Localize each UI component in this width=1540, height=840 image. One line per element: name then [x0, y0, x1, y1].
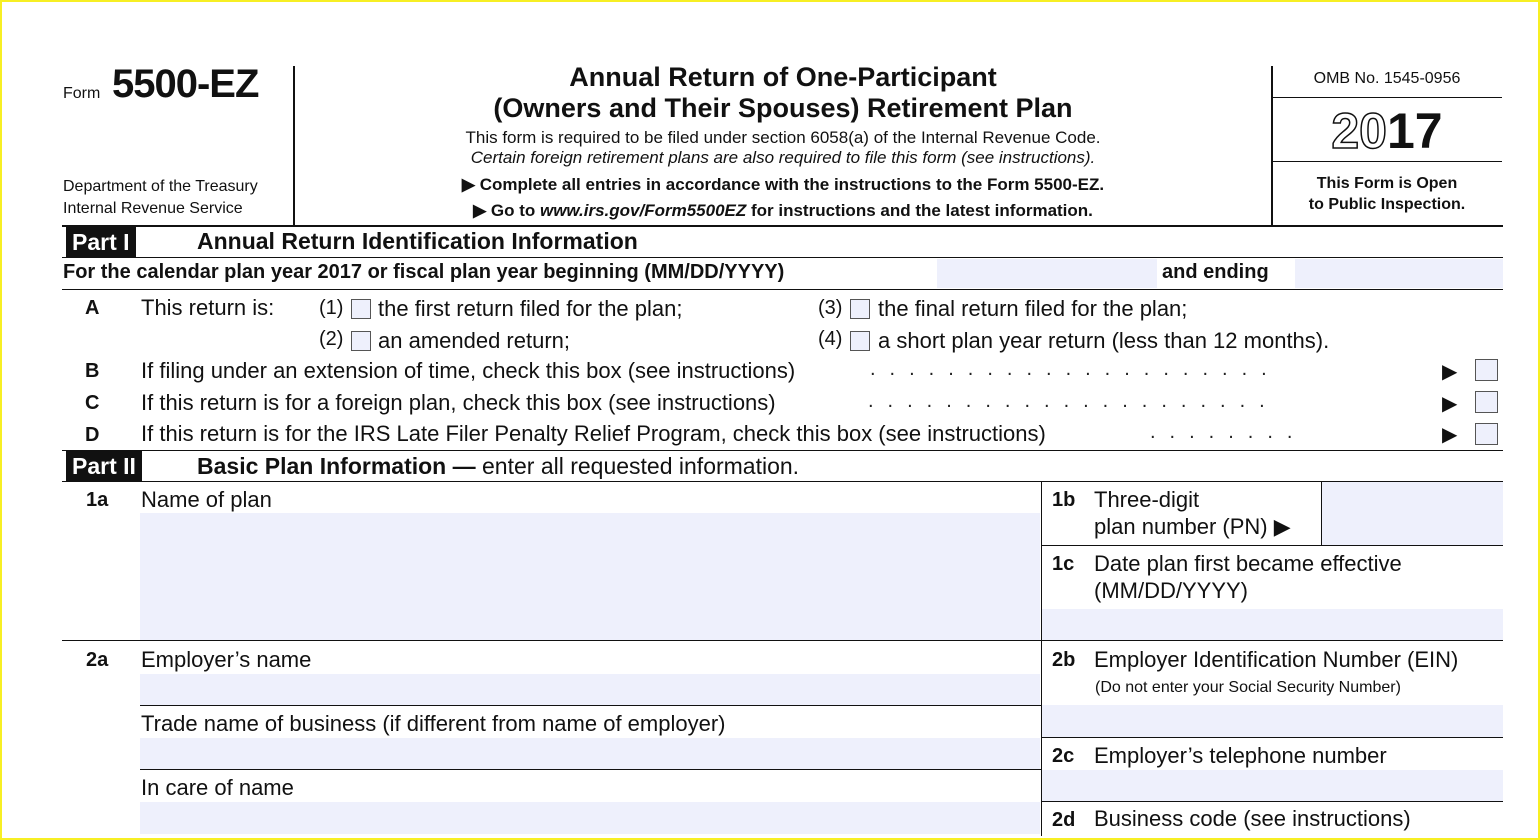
line-1c-number: 1c — [1052, 553, 1075, 575]
final-return-checkbox[interactable] — [850, 299, 870, 319]
form-subtitle-1: This form is required to be filed under section 6058(a) of the Internal Revenue Code. — [465, 128, 1101, 147]
late-filer-checkbox[interactable] — [1475, 423, 1498, 445]
option-2-number: (2) — [319, 328, 344, 350]
line-2c-rule — [1042, 801, 1503, 802]
employer-name-input[interactable] — [140, 674, 1040, 705]
amended-return-checkbox[interactable] — [351, 331, 371, 351]
extension-checkbox[interactable] — [1475, 359, 1498, 381]
line-2d-number: 2d — [1052, 809, 1076, 831]
plan-year-begin-input[interactable] — [937, 259, 1157, 288]
form-title-line1: Annual Return of One-Participant — [569, 62, 997, 92]
line-2b-note: (Do not enter your Social Security Number) — [1095, 679, 1401, 696]
line-2c-number: 2c — [1052, 745, 1075, 767]
telephone-input[interactable] — [1042, 770, 1503, 801]
line-b-text: If filing under an extension of time, check this box (see instructions) — [141, 358, 796, 383]
instruction-line-2: ▶ Go to www.irs.gov/Form5500EZ for instructions and the latest information. — [473, 201, 1093, 220]
line-c-leader: ..................... — [868, 390, 1279, 412]
line-a-letter: A — [85, 297, 100, 319]
and-ending-label: and ending — [1162, 261, 1269, 283]
plan-number-input[interactable] — [1322, 482, 1503, 545]
form-prefix: Form — [63, 85, 101, 102]
line-2b-label: Employer Identification Number (EIN) — [1094, 647, 1459, 672]
option-2-text: an amended return; — [378, 328, 571, 353]
effective-date-input[interactable] — [1042, 609, 1503, 640]
public-inspection-2: to Public Inspection. — [1308, 196, 1466, 213]
line-2b-number: 2b — [1052, 649, 1076, 671]
option-1-number: (1) — [319, 297, 344, 319]
calendar-rule — [62, 289, 1503, 290]
option-3-number: (3) — [818, 297, 843, 319]
line-a-text: This return is: — [141, 295, 275, 320]
header-bottom-rule — [62, 225, 1503, 227]
line-1b-label-1: Three-digit — [1094, 487, 1200, 512]
line-2d-label: Business code (see instructions) — [1094, 806, 1411, 831]
instruction-line-1: ▶ Complete all entries in accordance with the instructions to the Form 5500-EZ. — [461, 175, 1105, 194]
foreign-plan-checkbox[interactable] — [1475, 391, 1498, 413]
line-c-letter: C — [85, 392, 100, 414]
irs-link[interactable]: www.irs.gov/Form5500EZ — [539, 201, 747, 220]
part1-title: Annual Return Identification Information — [197, 228, 638, 254]
line-b-leader: ..................... — [870, 358, 1281, 380]
line-2a-label: Employer’s name — [141, 647, 312, 672]
employer-name-rule — [140, 705, 1041, 706]
line-d-text: If this return is for the IRS Late Filer Penalty Relief Program, check this box (see instructions) — [141, 421, 1046, 446]
ein-input[interactable] — [1042, 705, 1503, 737]
care-of-input[interactable] — [140, 802, 1040, 834]
part2-title: Basic Plan Information — enter all requested information. — [197, 453, 800, 479]
calendar-year-label: For the calendar plan year 2017 or fiscal plan year beginning (MM/DD/YYYY) — [63, 261, 785, 283]
line-1b-label-2: plan number (PN) ▶ — [1094, 514, 1291, 539]
trade-name-input[interactable] — [140, 738, 1040, 769]
trade-name-rule — [140, 769, 1041, 770]
part1-title-rule — [62, 257, 1503, 258]
first-return-checkbox[interactable] — [351, 299, 371, 319]
line-1c-label-1: Date plan first became effective — [1094, 551, 1402, 576]
line-c-text: If this return is for a foreign plan, check this box (see instructions) — [141, 390, 776, 415]
plan-year-end-input[interactable] — [1295, 259, 1503, 288]
department-name: Department of the Treasury — [63, 178, 258, 195]
line-b-arrow-icon: ▶ — [1442, 361, 1458, 383]
line-1a-label: Name of plan — [141, 487, 272, 512]
service-name: Internal Revenue Service — [63, 200, 243, 217]
option-4-text: a short plan year return (less than 12 months). — [878, 328, 1330, 353]
line-2c-label: Employer’s telephone number — [1094, 743, 1387, 768]
line-1b-number: 1b — [1052, 489, 1076, 511]
line-2b-rule — [1042, 737, 1503, 738]
line-1b-rule — [1042, 545, 1503, 546]
line-1c-label-2: (MM/DD/YYYY) — [1094, 578, 1248, 603]
line-d-leader: ........ — [1150, 421, 1307, 443]
form-subtitle-2: Certain foreign retirement plans are also required to file this form (see instructions). — [470, 148, 1096, 167]
trade-name-label: Trade name of business (if different from name of employer) — [141, 711, 726, 736]
option-4-number: (4) — [818, 328, 843, 350]
public-inspection-1: This Form is Open — [1316, 175, 1458, 192]
form-title-line2: (Owners and Their Spouses) Retirement Plan — [493, 93, 1073, 123]
option-1-text: the first return filed for the plan; — [378, 296, 683, 321]
plan-name-input[interactable] — [140, 513, 1040, 640]
form-number: 5500-EZ — [112, 62, 259, 106]
part2-top-rule — [62, 450, 1503, 451]
short-plan-year-checkbox[interactable] — [850, 331, 870, 351]
part2-title-rule — [62, 481, 1503, 482]
line-d-arrow-icon: ▶ — [1442, 424, 1458, 446]
year-divider — [1272, 161, 1502, 162]
line-1-bottom-rule — [62, 640, 1503, 641]
omb-divider — [1272, 97, 1502, 98]
omb-number: OMB No. 1545-0956 — [1313, 70, 1461, 87]
line-c-arrow-icon: ▶ — [1442, 393, 1458, 415]
part1-label: Part I — [66, 227, 136, 257]
line-1a-number: 1a — [86, 489, 109, 511]
line-2a-number: 2a — [86, 649, 109, 671]
option-3-text: the final return filed for the plan; — [878, 296, 1188, 321]
care-of-label: In care of name — [141, 775, 294, 800]
part2-label: Part II — [66, 451, 142, 481]
tax-year: 2017 — [1331, 103, 1443, 159]
line-b-letter: B — [85, 360, 100, 382]
line-d-letter: D — [85, 424, 100, 446]
